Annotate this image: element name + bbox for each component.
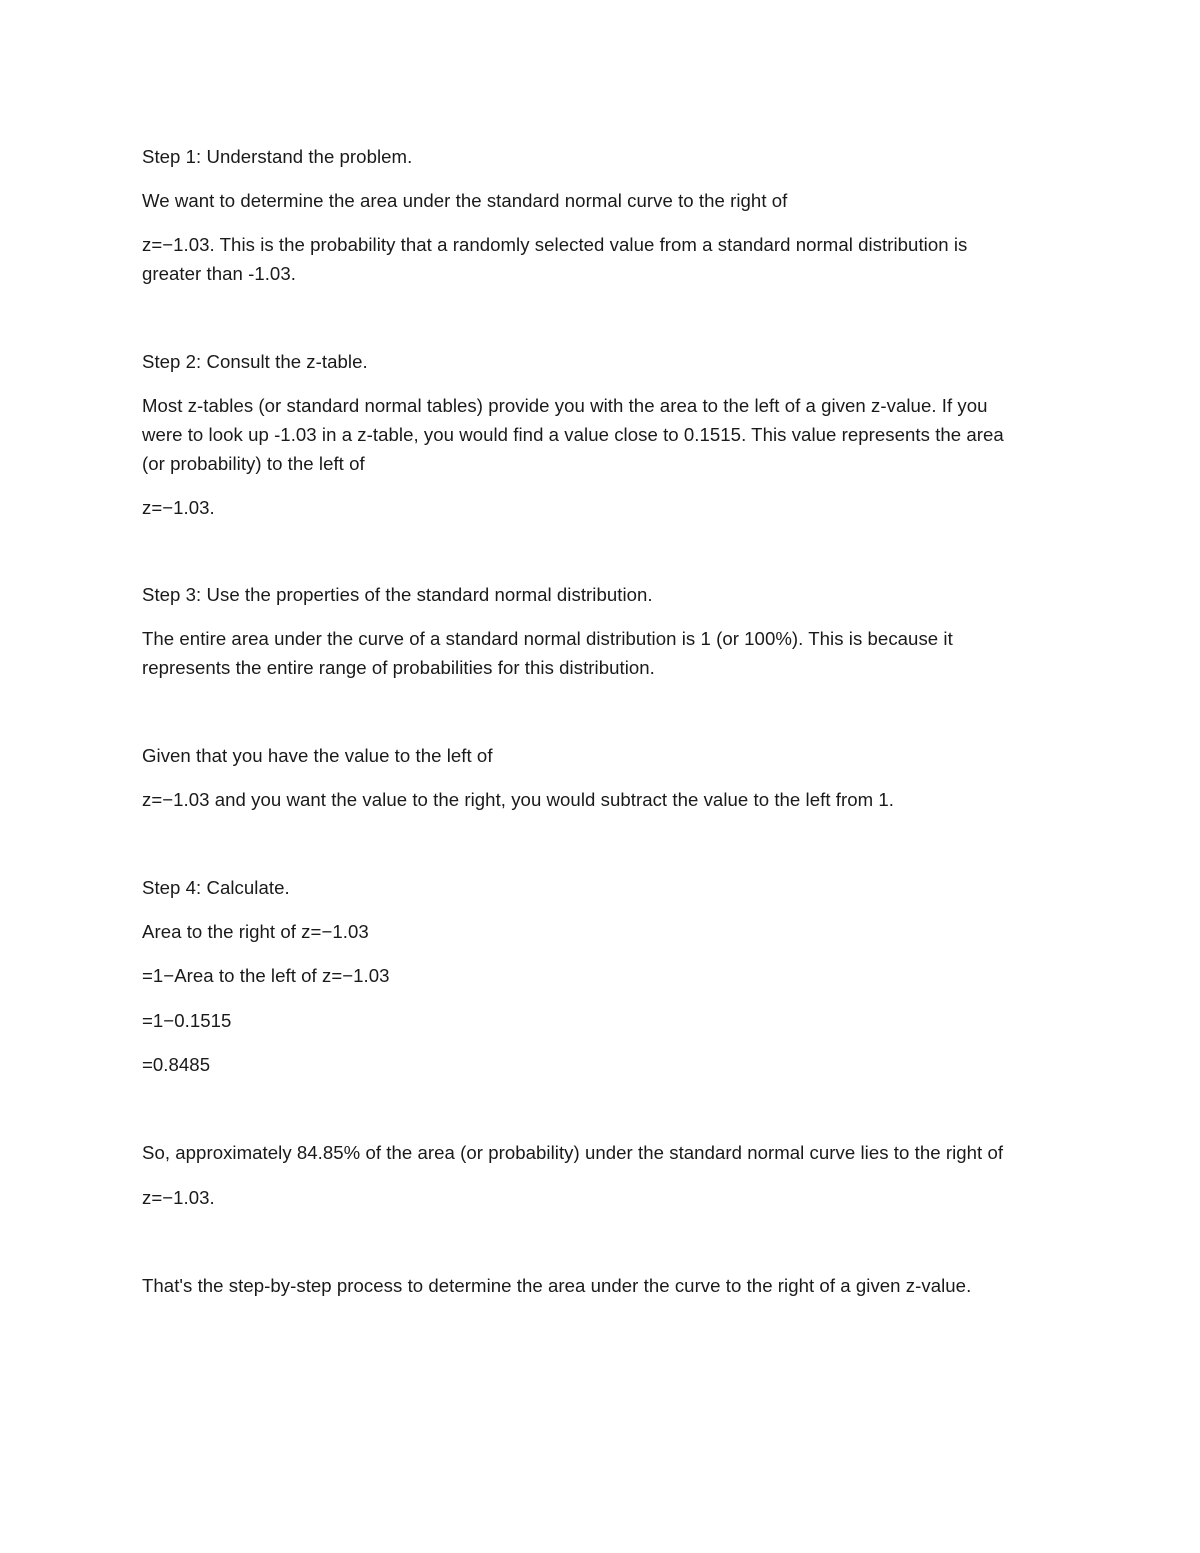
step2-text-line-4: z=−1.03. [142, 497, 215, 518]
step3-heading: Step 3: Use the properties of the standard normal distribution. [142, 584, 653, 605]
step3-given-line-2: z=−1.03 and you want the value to the right, you would subtract the value to the left from 1. [142, 789, 894, 810]
conclusion-line-1: So, approximately 84.85% of the area (or probability) under the standard normal curve lies to the right of [142, 1142, 1004, 1163]
closing-line: That's the step-by-step process to determine the area under the curve to the right of a given z-value. [142, 1275, 972, 1296]
step3-text-line-1: The entire area under the curve of a standard normal distribution is 1 (or 100%). This is because it [142, 628, 953, 649]
step2-text-line-2: were to look up -1.03 in a z-table, you would find a value close to 0.1515. This value represents the area [142, 424, 1004, 445]
step2-text-line-1: Most z-tables (or standard normal tables) provide you with the area to the left of a given z-value. If you [142, 395, 988, 416]
step2-heading: Step 2: Consult the z-table. [142, 351, 368, 372]
step4-calc-line-2: =1−Area to the left of z=−1.03 [142, 965, 390, 986]
step1-text-line-1: We want to determine the area under the standard normal curve to the right of [142, 190, 788, 211]
step4-calc-line-4: =0.8485 [142, 1054, 211, 1075]
step4-heading: Step 4: Calculate. [142, 877, 290, 898]
step1-text-line-2: z=−1.03. This is the probability that a randomly selected value from a standard normal distribution is [142, 234, 968, 255]
step1-text-line-3: greater than -1.03. [142, 263, 296, 284]
step3-given-line-1: Given that you have the value to the left of [142, 745, 493, 766]
step3-text-line-2: represents the entire range of probabilities for this distribution. [142, 657, 655, 678]
step2-text-line-3: (or probability) to the left of [142, 453, 365, 474]
conclusion-line-2: z=−1.03. [142, 1187, 215, 1208]
step1-heading: Step 1: Understand the problem. [142, 146, 413, 167]
step4-calc-line-1: Area to the right of z=−1.03 [142, 921, 369, 942]
step4-calc-line-3: =1−0.1515 [142, 1010, 232, 1031]
